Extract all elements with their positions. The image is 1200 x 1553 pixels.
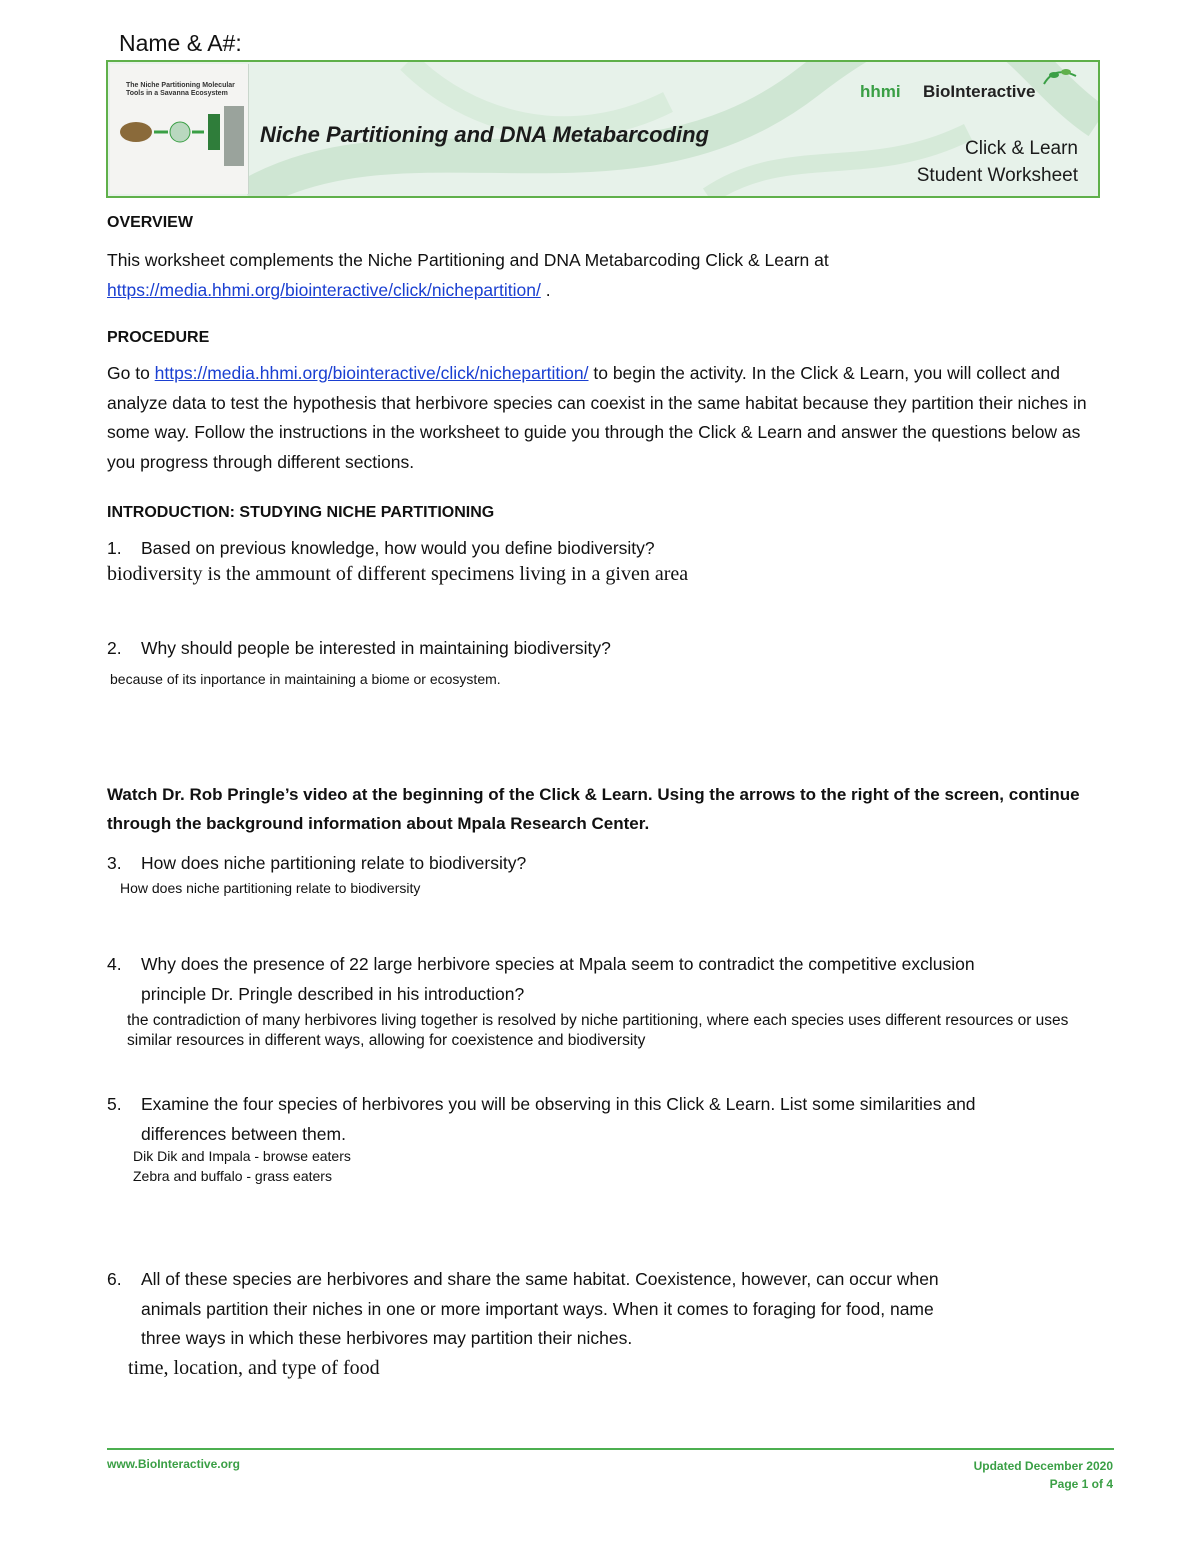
question-number: 6.	[107, 1269, 122, 1289]
thumbnail-title: The Niche Partitioning Molecular Tools in a Savanna Ecosystem	[126, 82, 235, 97]
question-number: 4.	[107, 954, 122, 974]
footer-meta	[974, 1457, 1113, 1493]
answer-5-line-2[interactable]: Zebra and buffalo - grass eaters	[133, 1168, 332, 1184]
procedure-text	[107, 359, 1097, 477]
overview-link[interactable]: https://media.hhmi.org/biointeractive/click/nichepartition/	[107, 279, 541, 300]
question-number: 1.	[107, 538, 122, 558]
overview-body: This worksheet complements the Niche Partitioning and DNA Metabarcoding Click & Learn at	[107, 250, 829, 270]
footer-website[interactable]: www.BioInteractive.org	[107, 1457, 240, 1471]
question-text-line-2: animals partition their niches in one or more important ways. When it comes to foraging for food, name	[141, 1298, 934, 1319]
header-banner	[106, 60, 1100, 198]
footer-page-number: Page 1 of 4	[1049, 1477, 1113, 1491]
question-text-line-1: All of these species are herbivores and share the same habitat. Coexistence, however, can occur when	[141, 1269, 939, 1289]
thumbnail-photo-shape	[224, 106, 244, 166]
question-text-line-1: Why does the presence of 22 large herbivore species at Mpala seem to contradict the competitive exclusion	[141, 954, 975, 974]
answer-3[interactable]: How does niche partitioning relate to biodiversity	[120, 880, 421, 896]
answer-1[interactable]: biodiversity is the ammount of different specimens living in a given area	[107, 563, 689, 585]
banner-click-learn: Click & Learn	[965, 138, 1078, 159]
procedure-prefix: Go to	[107, 363, 155, 383]
question-text: How does niche partitioning relate to biodiversity?	[141, 853, 527, 873]
question-text: Based on previous knowledge, how would you define biodiversity?	[141, 538, 655, 558]
answer-4[interactable]: the contradiction of many herbivores living together is resolved by niche partitioning, where each species uses different resources or uses similar resources in different ways, allowing for coexistence and biodiversity	[127, 1012, 1069, 1049]
thumbnail-diagram	[116, 102, 246, 172]
question-text: Why should people be interested in maintaining biodiversity?	[141, 638, 611, 658]
banner-title: Niche Partitioning and DNA Metabarcoding	[260, 122, 709, 147]
dna-circle-shape	[170, 122, 190, 142]
footer-updated: Updated December 2020	[973, 1459, 1113, 1473]
question-text-line-3: three ways in which these herbivores may partition their niches.	[141, 1328, 633, 1348]
question-3	[107, 849, 1097, 879]
question-4	[107, 950, 1097, 1009]
name-label: Name & A#:	[119, 30, 242, 56]
question-1	[107, 534, 1097, 564]
question-2	[107, 634, 1097, 664]
question-text-line-1: Examine the four species of herbivores you will be observing in this Click & Learn. List some similarities and	[141, 1094, 976, 1114]
footer-divider	[107, 1448, 1114, 1450]
answer-5-line-1[interactable]: Dik Dik and Impala - browse eaters	[133, 1148, 351, 1164]
banner-student-worksheet: Student Worksheet	[916, 165, 1078, 186]
procedure-link[interactable]: https://media.hhmi.org/biointeractive/click/nichepartition/	[154, 363, 589, 383]
overview-text	[107, 246, 1097, 305]
overview-link-suffix: .	[540, 279, 551, 300]
leaf-logo-icon	[1042, 66, 1078, 88]
biointeractive-logo: BioInteractive	[923, 82, 1036, 101]
question-5	[107, 1090, 1097, 1149]
overview-heading: OVERVIEW	[107, 214, 193, 231]
question-text-line-2: principle Dr. Pringle described in his introduction?	[141, 983, 525, 1004]
question-number: 5.	[107, 1094, 122, 1114]
question-number: 3.	[107, 853, 122, 873]
dung-sample-shape	[120, 122, 152, 142]
worksheet-thumbnail	[110, 64, 249, 194]
watch-instructions: Watch Dr. Rob Pringle’s video at the beginning of the Click & Learn. Using the arrows to the right of the screen, continue through the background information about Mpala Research Center.	[107, 785, 1080, 833]
answer-2[interactable]: because of its inportance in maintaining a biome or ecosystem.	[110, 671, 501, 687]
answer-6[interactable]: time, location, and type of food	[128, 1357, 380, 1379]
procedure-body: to begin the activity. In the Click & Learn, you will collect and analyze data to test the hypothesis that herbivore species can coexist in the same habitat because they partition their niches in some way. Follow the instructions in the worksheet to guide you through the Click & Learn and answer the questions below as you progress through different sections.	[107, 363, 1087, 472]
question-number: 2.	[107, 638, 122, 658]
question-text-line-2: differences between them.	[141, 1123, 346, 1144]
introduction-heading: INTRODUCTION: STUDYING NICHE PARTITIONING	[107, 504, 495, 521]
question-6	[107, 1265, 1097, 1354]
hhmi-logo: hhmi	[860, 82, 901, 101]
sequence-bar-shape	[208, 114, 220, 150]
procedure-heading: PROCEDURE	[107, 329, 210, 346]
